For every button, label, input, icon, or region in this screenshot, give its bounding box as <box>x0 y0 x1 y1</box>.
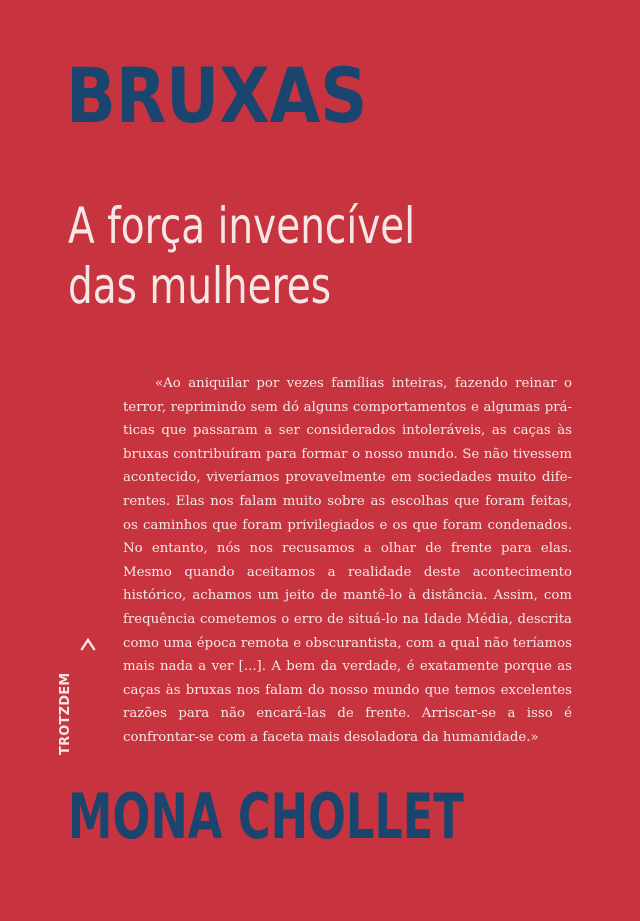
book-title: BRUXAS <box>66 51 368 140</box>
publisher-name: TROTZDEM <box>58 672 73 755</box>
subtitle-line-1: A força invencível <box>68 197 416 255</box>
subtitle-line-2: das mulheres <box>68 257 332 315</box>
book-author: MONA CHOLLET <box>68 780 464 853</box>
cover-quote: «Ao aniquilar por vezes famílias inteiras, fazendo reinar o terror, reprimindo sem dó alguns comportamentos e algumas práticas que passaram a ser considerados intoleráveis, as caças às bruxas contribuíram para formar o nosso mundo. Se não tivessem acontecido, viveríamos provavelmente em sociedades muito diferentes. Elas nos falam muito sobre as escolhas que foram feitas, os caminhos que foram privilegiados e os que foram condenados. No entanto, nós nos recusamos a olhar de frente para elas. Mesmo quando aceitamos a realidade deste acontecimento histórico, achamos um jeito de mantê-lo à distância. Assim, com frequência cometemos o erro de situá-lo na Idade Média, descrita como uma época remota e obscurantista, com a qual não teríamos mais nada a ver [...]. A bem da verdade, é exatamente porque as caças às bruxas nos falam do nosso mundo que temos excelentes razões para não encará-las de frente. Arriscar-se a isso é confrontar-se com a faceta mais desoladora da humanidade.» <box>123 376 572 745</box>
book-subtitle <box>68 196 415 316</box>
chevron-up-icon <box>79 636 97 654</box>
